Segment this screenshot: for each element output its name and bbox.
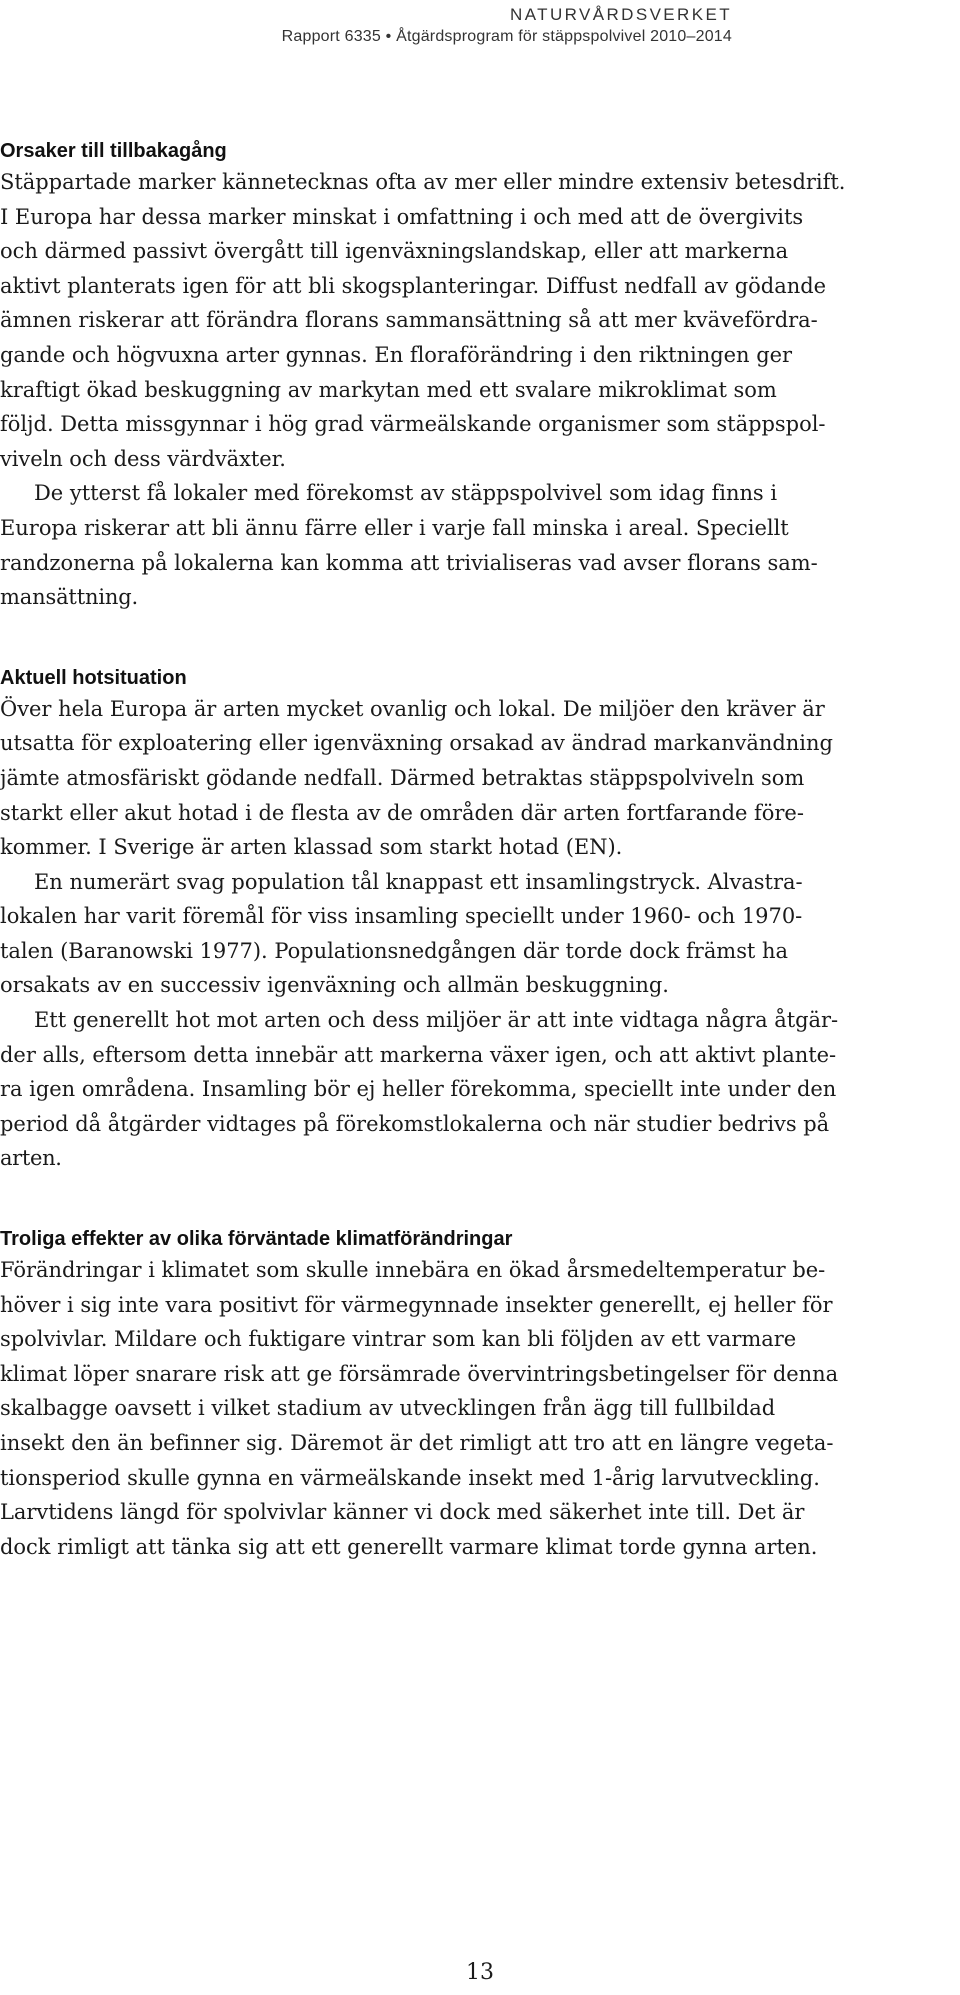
text-line: gande och högvuxna arter gynnas. En floraförändring i den riktningen ger (0, 342, 793, 367)
text-line: insekt den än befinner sig. Däremot är det rimligt att tro att en längre vegeta- (0, 1431, 834, 1455)
text-line: viveln och dess värdväxter. (0, 446, 286, 471)
text-line: dock rimligt att tänka sig att ett generellt varmare klimat torde gynna arten. (0, 1534, 818, 1559)
text-line: I Europa har dessa marker minskat i omfattning i och med att de övergivits (0, 204, 804, 229)
text-line: Europa riskerar att bli ännu färre eller i varje fall minska i areal. Speciellt (0, 515, 789, 540)
body-content (0, 138, 960, 1564)
text-line: klimat löper snarare risk att ge försämrade övervintringsbetingelser för denna (0, 1361, 839, 1386)
page-number: 13 (466, 1960, 494, 1985)
text-line: jämte atmosfäriskt gödande nedfall. Därmed betraktas stäppspolviveln som (0, 765, 805, 790)
header-org: NATURVÅRDSVERKET (510, 5, 732, 24)
text-line: och därmed passivt övergått till igenväxningslandskap, eller att markerna (0, 239, 789, 264)
section-2 (0, 665, 960, 1176)
text-line: utsatta för exploatering eller igenväxning orsakad av ändrad markanvändning (0, 731, 833, 756)
section-3 (0, 1226, 960, 1564)
text-line: spolvivlar. Mildare och fuktigare vintrar som kan bli följden av ett varmare (0, 1327, 797, 1352)
text-line: arten. (0, 1146, 62, 1171)
text-line: skalbagge oavsett i vilket stadium av utvecklingen från ägg till fullbildad (0, 1396, 776, 1421)
text-line: Förändringar i klimatet som skulle innebära en ökad årsmedeltemperatur be- (0, 1258, 826, 1283)
text-line: Larvtidens längd för spolvivlar känner vi dock med säkerhet inte till. Det är (0, 1500, 805, 1525)
text-line: randzonerna på lokalerna kan komma att trivialiseras vad avser florans sam- (0, 550, 818, 575)
text-line: följd. Detta missgynnar i hög grad värmeälskande organismer som stäppspol- (0, 412, 826, 437)
text-line: De ytterst få lokaler med förekomst av stäppspolvivel som idag finns i (34, 481, 778, 506)
text-line: aktivt planterats igen för att bli skogsplanteringar. Diffust nedfall av gödande (0, 273, 827, 298)
header-report-title: Rapport 6335 • Åtgärdsprogram för stäppspolvivel 2010–2014 (281, 28, 732, 45)
section-heading: Aktuell hotsituation (0, 666, 187, 689)
text-line: talen (Baranowski 1977). Populationsnedgången där torde dock främst ha (0, 938, 788, 963)
text-line: Ett generellt hot mot arten och dess miljöer är att inte vidtaga några åtgär- (34, 1008, 839, 1033)
running-header (282, 4, 732, 48)
section-heading: Troliga effekter av olika förväntade klimatförändringar (0, 1228, 513, 1251)
text-line: period då åtgärder vidtages på förekomstlokalerna och när studier bedrivs på (0, 1111, 830, 1136)
text-line: ämnen riskerar att förändra florans sammansättning så att mer kvävefördra- (0, 308, 818, 333)
text-line: der alls, eftersom detta innebär att markerna växer igen, och att aktivt plante- (0, 1042, 837, 1067)
text-line: kraftigt ökad beskuggning av markytan med ett svalare mikroklimat som (0, 377, 777, 402)
text-line: starkt eller akut hotad i de flesta av de områden där arten fortfarande före- (0, 800, 804, 825)
text-line: orsakats av en successiv igenväxning och allmän beskuggning. (0, 973, 669, 998)
text-line: ra igen områdena. Insamling bör ej heller förekomma, speciellt inte under den (0, 1077, 837, 1102)
text-line: tionsperiod skulle gynna en värmeälskande insekt med 1-årig larvutveckling. (0, 1465, 820, 1490)
text-line: höver i sig inte vara positivt för värmegynnade insekter generellt, ej heller för (0, 1292, 833, 1317)
text-line: mansättning. (0, 585, 139, 610)
text-line: Stäppartade marker kännetecknas ofta av mer eller mindre extensiv betesdrift. (0, 170, 846, 194)
text-line: Över hela Europa är arten mycket ovanlig och lokal. De miljöer den kräver är (0, 696, 825, 721)
section-1 (0, 138, 960, 615)
section-heading: Orsaker till tillbakagång (0, 140, 227, 162)
text-line: lokalen har varit föremål för viss insamling speciellt under 1960- och 1970- (0, 904, 803, 929)
text-line: kommer. I Sverige är arten klassad som starkt hotad (EN). (0, 835, 623, 860)
text-line: En numerärt svag population tål knappast ett insamlingstryck. Alvastra- (34, 869, 803, 894)
